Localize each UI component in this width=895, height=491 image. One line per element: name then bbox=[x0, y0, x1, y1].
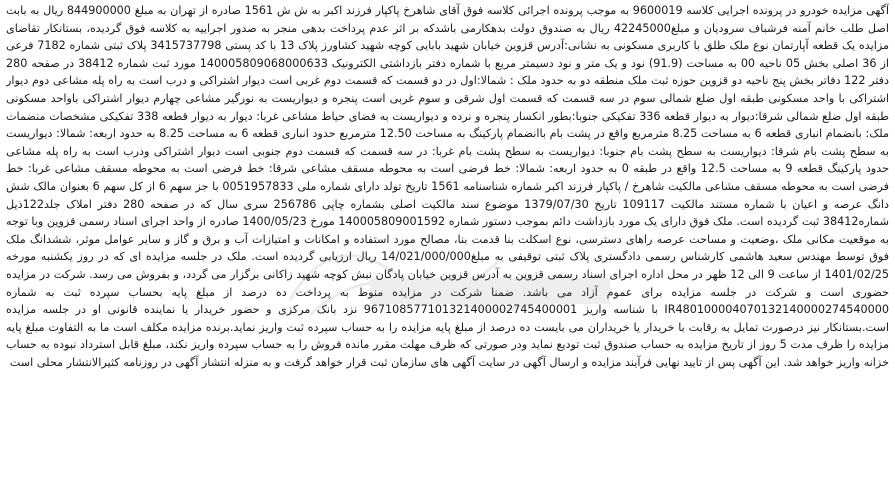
auction-notice-text: آگهی مزایده خودرو در پرونده اجرایی کلاسه 9600019 به موجب پرونده اجرائی کلاسه فوق آقای شاهرخ پاکپار فرزند اکبر به ش ش 1561 صادره از تهران به مبلغ 844900000 ریال به بابت اصل طلب خانم آمنه فرشباف سرودیان و مبلغ42245000 ریال به صندوق دولت بدهکارمی باشدکه بر اثر عدم پرداخت بدهی منجر به صدور اجراییه به کلاسه فوق گردیده، بستانکار تقاضای مزایده یک قطعه آپارتمان نوع ملک طلق با کاربری مسکونی به نشانی:آدرس قزوین خیابان شهید بابایی کوچه شهید کشاورز پلاک 13 با کد پستی 3415737798 پلاک ثبتی شماره 7182 فرعی از 36 اصلی بخش 05 ناحیه 00 به مساحت (91.9) نود و یک متر و نود دسیمتر مربع با شماره دفتر بازداشتی الکترونیک 140005809068000633 مورد ثبت شماره 38412 در صفحه 280 دفتر 122 دفاتر بخش پنج ناحیه دو قزوین حوزه ثبت ملک منطقه دو به حدود ملک : شمالا:اول در دو قسمت که قسمت دوم غربی است دیوار اشتراکی و درب است به راه پله مشاعی دوم دیوار اشتراکی با واحد مسکونی طبقه اول ضلع شمالی سوم در سه قسمت که قسمت اول شرقی و سوم غربی است پنجره و دیواریست به نورگیر مشاعی چهارم دیوار اشتراکی باواحد مسکونی طبقه اول ضلع شمالی شرقا:دیوار به دیوار قطعه 336 تفکیکی جنوبا:بطور انکسار پنجره و نرده و دیواریست به فضای حیاط مشاعی غربا: دیوار به دیوار قطعه 338 تفکیکی مشخصات منضمات ملک: بانضمام انباری قطعه 6 به مساحت 8.25 مترمربع واقع در پشت بام باانضمام پارکینگ به مساحت 12.50 مترمربع حدود انباری قطعه 6 به مساحت 8.25 به حدود اربعه: شمالا: دیواریست به سطح پشت بام شرقا: دیواریست به سطح پشت بام جنوبا: دیواریست به سطح پشت بام غربا: در سه قسمت که قسمت دوم جنوبی است دیوار اشتراکی ودرب است به راه پله مشاعی حدود پارکینگ قطعه 9 به مساحت 12.5 واقع در طبقه 0 به حدود اربعه: شمالا: خط فرضی است به محوطه مسقف مشاعی شرقا: خط فرضی است به محوطه مسقف مشاعی غربا: خط فرضی است به محوطه مسقف مشاعی مالکیت شاهرخ / پاکپار فرزند اکبر شماره شناسنامه 1561 تاریخ تولد دارای شماره ملی 0051957833 با جز سهم 6 از کل سهم 6 بعنوان مالک شش دانگ عرصه و اعیان با شماره مستند مالکیت 109117 تاریخ 1379/07/30 موضوع سند مالکیت اصلی بشماره چاپی 256786 سری سال که در صفحه 280 دفتر املاک جلد122ذیل شماره38412 ثبت گردیده است. ملک فوق دارای یک مورد بازداشت دائم بموجب دستور شماره 140005809001592 مورخ 1400/05/23 صادره از واحد اجرای اسناد رسمی قزوین وبا توجه به موقعیت مکانی ملک ،وضعیت و مساحت عرصه راهای دسترسی، نوع اسکلت بنا قدمت بنا، مصالح مورد استفاده و امکانات و امتیازات آب و برق و گاز و سایر عوامل موثر، ششدانگ ملک فوق توسط مهندس سعید هاشمی کارشناس رسمی دادگستری پلاک ثبتی توقیفی به مبلغ14/021/000/000 ریال ارزیابی گردیده است. ملک در جلسه مزایده ای که در روز یکشنبه مورخه 1401/02/25 از ساعت 9 الی 12 ظهر در محل اداره اجرای اسناد رسمی قزوین به آدرس قزوین خیابان پادگان نبش کوچه شهید زاکانی برگزار می گردد، و بفروش می رسد. شرکت در مزایده حضوری است و شرکت در جلسه مزایده برای عموم آزاد می باشد. ضمنا شرکت در مزایده منوط به پرداخت ده درصد از مبلغ پایه بحساب سپرده ثبت به شماره IR480100004070132140000274540000 با شناسه واریز 967108577101321400002745400001 نزد بانک مرکزی و حضور خریدار یا نماینده قانونی او در جلسه مزایده است.بستانکار نیز درصورت تمایل به رقابت با خریدار یا خریداران می بایست ده درصد از مبلغ پایه مزایده را به حساب سپرده ثبت واریز نماید.برنده مزایده مکلف است ما به التفاوت مبلغ پایه مزایده را ظرف مدت 5 روز از تاریخ مزایده به حساب صندوق ثبت تودیع نماید ودر صورتی که ظرف مهلت مقرر مانده فروش را به حساب سپرده واریز نکند، مبلغ قابل استرداد نبوده به حساب خزانه واریز خواهد شد. این آگهی پس از تایید نهایی فرآیند مزایده و ارسال آگهی در سایت آگهی های سازمان ثبت قرار خواهد گرفت و به منزله انتشار آگهی در روزنامه کثیرالانتشار محلی است bbox=[6, 4, 889, 369]
